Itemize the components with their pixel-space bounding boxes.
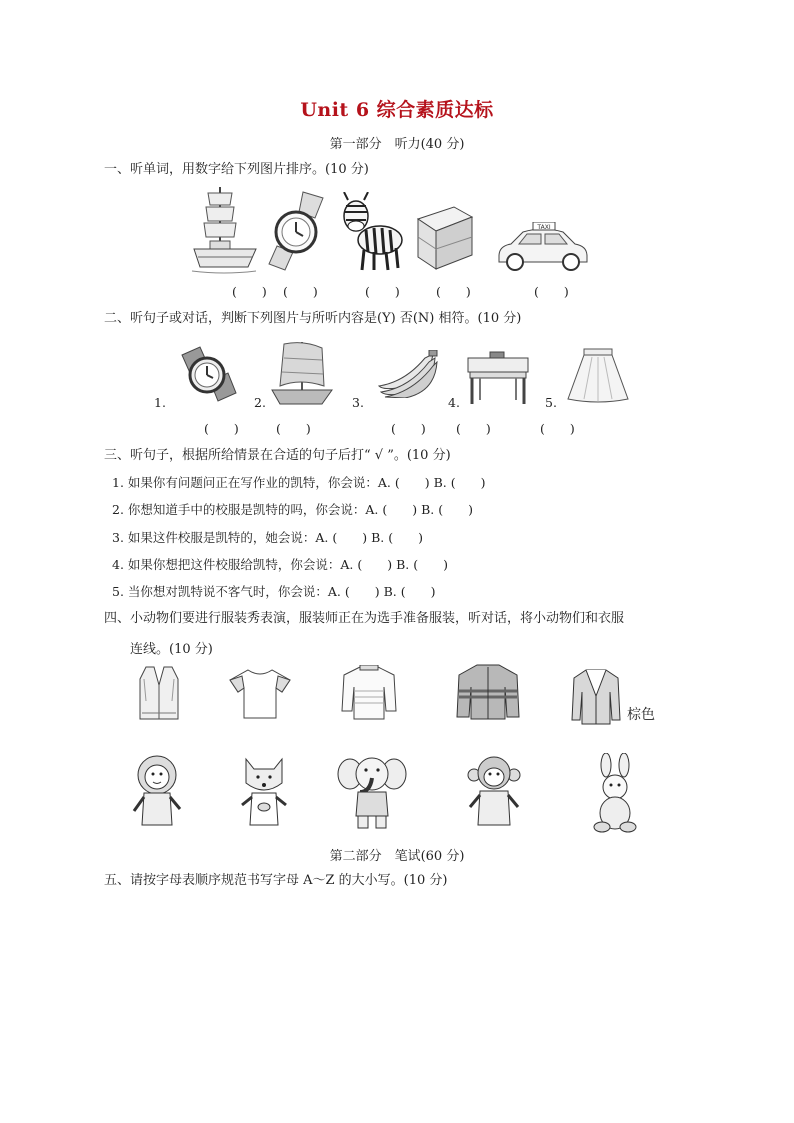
- lion-icon: [130, 755, 184, 827]
- sweater-icon: [340, 665, 398, 721]
- answer-blank[interactable]: ( ): [232, 284, 267, 299]
- section-3-heading: 三、听句子，根据所给情景在合适的句子后打“ √ ”。(10 分): [104, 448, 451, 463]
- watch-icon: [265, 190, 329, 272]
- jacket-icon: [455, 663, 521, 721]
- box-icon: [414, 203, 476, 271]
- sailboat-icon: [190, 185, 258, 275]
- taxi-sign: TAXI: [537, 224, 551, 231]
- answer-blank[interactable]: ( ): [540, 421, 575, 436]
- tshirt-icon: [228, 668, 292, 720]
- item-number: 4.: [448, 395, 460, 410]
- zebra-icon: [338, 192, 404, 272]
- coat-icon: [570, 668, 622, 726]
- color-label: 棕色: [627, 707, 655, 723]
- answer-blank[interactable]: ( ): [283, 284, 318, 299]
- elephant-icon: [336, 752, 408, 830]
- item-number: 5.: [545, 395, 557, 410]
- item-number: 3.: [352, 395, 364, 410]
- taxi-icon: [495, 222, 591, 272]
- question-item: 1. 如果你有问题问正在写作业的凯特，你会说：A. ( ) B. ( ): [112, 475, 486, 490]
- monkey-icon: [466, 755, 522, 827]
- part-two-heading: 第二部分 笔试(60 分): [329, 849, 465, 864]
- vest-icon: [138, 665, 180, 721]
- question-item: 3. 如果这件校服是凯特的，她会说：A. ( ) B. ( ): [112, 530, 423, 545]
- question-item: 4. 如果你想把这件校服给凯特，你会说：A. ( ) B. ( ): [112, 557, 448, 572]
- desk-icon: [466, 350, 530, 406]
- answer-blank[interactable]: ( ): [436, 284, 471, 299]
- rabbit-icon: [590, 753, 640, 833]
- skirt-icon: [566, 347, 630, 403]
- section-2-heading: 二、听句子或对话，判断下列图片与所听内容是(Y) 否(N) 相符。(10 分): [104, 311, 522, 326]
- section-4-heading-cont: 连线。(10 分): [130, 642, 213, 657]
- answer-blank[interactable]: ( ): [204, 421, 239, 436]
- section-5-heading: 五、请按字母表顺序规范书写字母 A～Z 的大小写。(10 分): [104, 873, 448, 888]
- answer-blank[interactable]: ( ): [365, 284, 400, 299]
- sailboat-icon: [270, 338, 334, 408]
- banana-icon: [375, 350, 439, 398]
- answer-blank[interactable]: ( ): [276, 421, 311, 436]
- section-4-heading: 四、小动物们要进行服装秀表演，服装师正在为选手准备服装，听对话，将小动物们和衣服: [104, 611, 625, 626]
- section-1-heading: 一、听单词，用数字给下列图片排序。(10 分): [104, 162, 369, 177]
- answer-blank[interactable]: ( ): [456, 421, 491, 436]
- part-one-heading: 第一部分 听力(40 分): [329, 137, 465, 152]
- item-number: 1.: [154, 395, 166, 410]
- page-title: Unit 6 综合素质达标: [300, 99, 494, 121]
- answer-blank[interactable]: ( ): [534, 284, 569, 299]
- watch-icon: [174, 345, 240, 405]
- fox-icon: [236, 755, 292, 827]
- answer-blank[interactable]: ( ): [391, 421, 426, 436]
- item-number: 2.: [254, 395, 266, 410]
- question-item: 5. 当你想对凯特说不客气时，你会说：A. ( ) B. ( ): [112, 584, 436, 599]
- question-item: 2. 你想知道手中的校服是凯特的吗，你会说：A. ( ) B. ( ): [112, 502, 473, 517]
